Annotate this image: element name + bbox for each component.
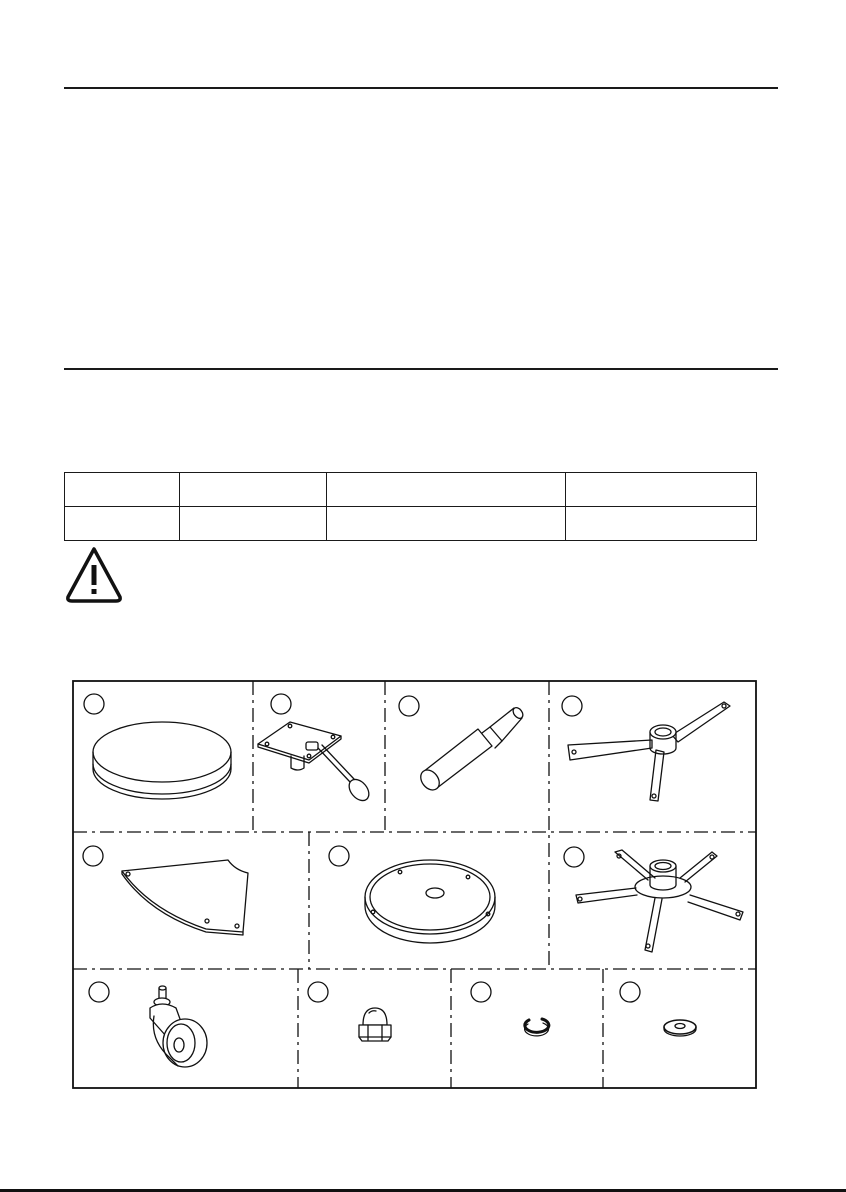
round-tray-icon (365, 860, 495, 943)
part-number-8 (89, 982, 109, 1002)
seat-cushion-icon (93, 722, 231, 799)
part-number-6 (329, 846, 349, 866)
part-number-4 (562, 696, 582, 716)
gas-cylinder-icon (417, 706, 525, 794)
spring-washer-icon (525, 1019, 549, 1036)
three-arm-base-icon (568, 702, 730, 801)
flat-washer-icon (664, 1020, 696, 1036)
part-number-2 (271, 694, 291, 714)
caster-wheel-icon (150, 986, 207, 1067)
part-number-11 (620, 982, 640, 1002)
cap-nut-icon (359, 1008, 391, 1041)
part-number-7 (564, 847, 584, 867)
seat-mechanism-plate-icon (258, 722, 373, 804)
part-number-9 (308, 982, 328, 1002)
part-number-1 (84, 694, 104, 714)
part-number-5 (83, 846, 103, 866)
part-number-10 (471, 982, 491, 1002)
part-number-3 (399, 696, 419, 716)
quarter-plate-icon (122, 860, 248, 935)
five-arm-base-icon (576, 850, 743, 952)
